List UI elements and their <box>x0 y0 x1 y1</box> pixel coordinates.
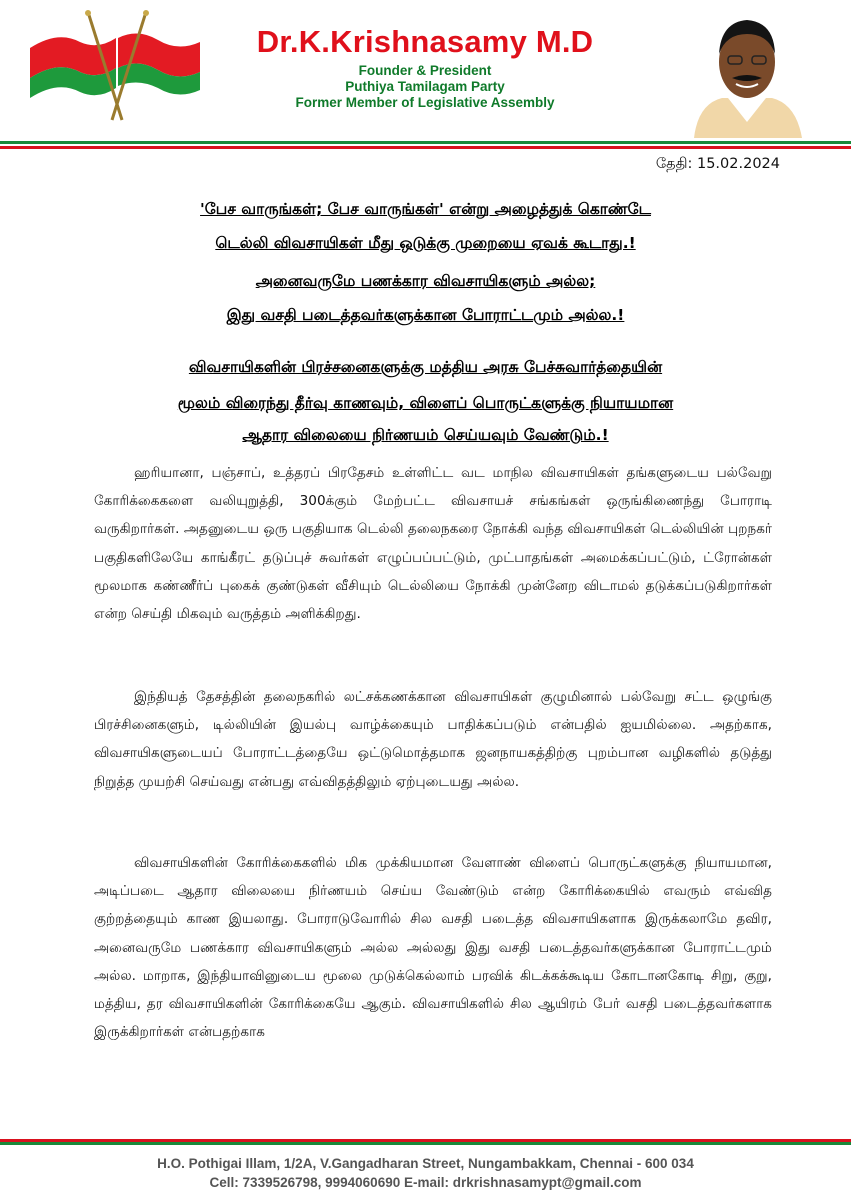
heading-line-3: அனைவருமே பணக்கார விவசாயிகளும் அல்ல; <box>255 272 596 290</box>
body-paragraph-2: இந்தியத் தேசத்தின் தலைநகரில் லட்சக்கணக்கான விவசாயிகள் குழுமினால் பல்வேறு சட்ட ஒழுங்கு பிரச்சினைகளும், டில்லியின் இயல்பு வாழ்க்கையும் பாதிக்கப்படும் என்பதில் ஐயமில்லை. அதற்காக, விவசாயிகளுடையப் போராட்டத்தையே ஒட்டுமொத்தமாக ஜனநாயகத்திற்கு புறம்பான வழிகளில் தடுத்து நிறுத்த முயற்சி செய்வது என்பது எவ்விதத்திலும் ஏற்புடையது அல்ல. <box>94 689 772 790</box>
subheading-line-2: மூலம் விரைந்து தீர்வு காணவும், விளைப் பொருட்களுக்கு நியாயமான <box>177 394 674 412</box>
footer-address: H.O. Pothigai Illam, 1/2A, V.Gangadharan Street, Nungambakkam, Chennai - 600 034 <box>157 1156 694 1171</box>
heading-line-1: 'பேச வாருங்கள்; பேச வாருங்கள்' என்று அழைத்துக் கொண்டே <box>200 200 651 218</box>
former-position: Former Member of Legislative Assembly <box>295 95 555 110</box>
heading-line-2: டெல்லி விவசாயிகள் மீது ஒடுக்கு முறையை ஏவக் கூடாது.! <box>215 234 636 252</box>
letterhead <box>0 0 851 140</box>
leader-name: Dr.K.Krishnasamy M.D <box>256 24 594 59</box>
body-paragraph-3: விவசாயிகளின் கோரிக்கைகளில் மிக முக்கியமான வேளாண் விளைப் பொருட்களுக்கு நியாயமான, அடிப்படை ஆதார விலையை நிர்ணயம் செய்ய வேண்டும் என்ற கோரிக்கையில் எவரும் எவ்வித குற்றத்தையும் காண இயலாது. போராடுவோரில் சில வசதி படைத்த விவசாயிகளாக இருக்கலாமே தவிர, அனைவருமே பணக்கார விவசாயிகளும் அல்ல அல்லது இது வசதி படைத்தவர்களுக்கான போராட்டமும் அல்ல. மாறாக, இந்தியாவினுடைய மூலை முடுக்கெல்லாம் பரவிக் கிடக்கக்கூடிய கோடானகோடி சிறு, குறு, மத்திய, தர விவசாயிகளின் கோரிக்கையே ஆகும். விவசாயிகளில் சில ஆயிரம் பேர் வசதி படைத்தவர்களாக இருக்கிறார்கள் என்பதற்காக <box>94 855 772 1041</box>
footer-divider <box>0 1137 851 1145</box>
subheading-line-3: ஆதார விலையை நிர்ணயம் செய்யவும் வேண்டும்.! <box>242 426 609 444</box>
leader-title: Founder & President <box>358 63 492 78</box>
header-divider <box>0 141 851 149</box>
body-paragraph-1: ஹரியானா, பஞ்சாப், உத்தரப் பிரதேசம் உள்ளிட்ட வட மாநில விவசாயிகள் தங்களுடைய பல்வேறு கோரிக்கைகளை வலியுறுத்தி, 300க்கும் மேற்பட்ட விவசாயச் சங்கங்கள் ஒருங்கிணைந்து போராடி வருகிறார்கள். அதனுடைய ஒரு பகுதியாக டெல்லி தலைநகரை நோக்கி வந்த விவசாயிகள் டெல்லியின் புறநகர் பகுதிகளிலேயே காங்கீரட் தடுப்புச் சுவர்கள் எழுப்பப்பட்டும், முட்பாதங்கள் அமைக்கப்பட்டும், ட்ரோன்கள் மூலமாக கண்ணீர்ப் புகைக் குண்டுகள் வீசியும் டெல்லியை நோக்கி முன்னேற விடாமல் தடுக்கப்படுகிறார்கள் என்ற செய்தி மிகவும் வருத்தம் அளிக்கிறது. <box>94 465 772 623</box>
heading-line-4: இது வசதி படைத்தவர்களுக்கான போராட்டமும் அல்ல.! <box>226 306 625 324</box>
party-name: Puthiya Tamilagam Party <box>345 79 505 94</box>
party-flags-logo <box>18 8 208 128</box>
footer-contact: Cell: 7339526798, 9994060690 E-mail: drkrishnasamypt@gmail.com <box>209 1175 642 1190</box>
letter-date: தேதி: 15.02.2024 <box>655 156 780 172</box>
leader-portrait <box>688 4 806 138</box>
subheading-line-1: விவசாயிகளின் பிரச்சனைகளுக்கு மத்திய அரசு பேச்சுவார்த்தையின் <box>188 358 663 376</box>
